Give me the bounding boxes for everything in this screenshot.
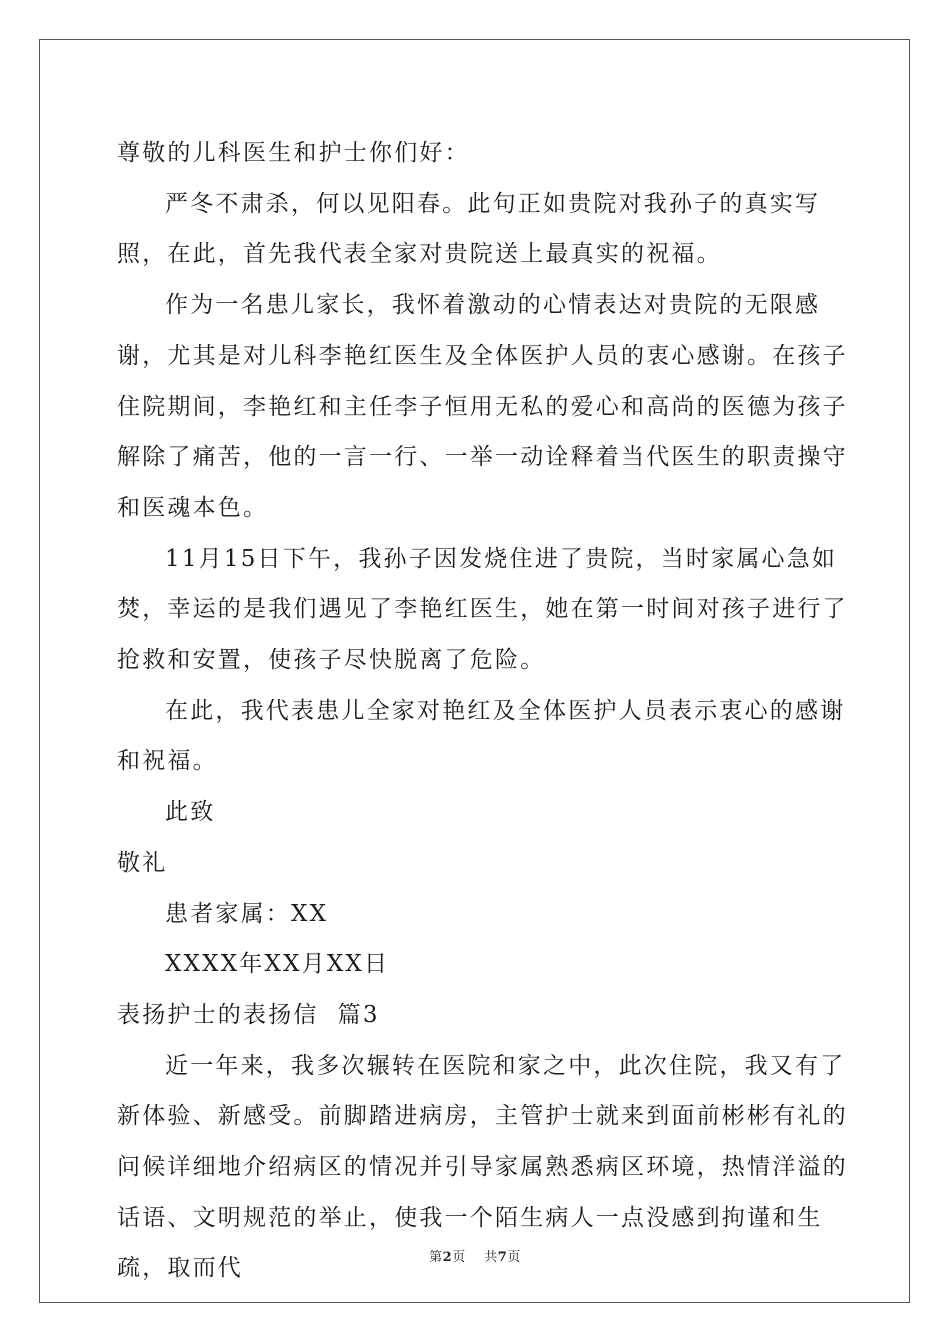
total-prefix: 共 (484, 1250, 498, 1265)
section-paragraph: 近一年来，我多次辗转在医院和家之中，此次住院，我又有了新体验、新感受。前脚踏进病房，主管护士就来到面前彬彬有礼的问候详细地介绍病区的情况并引导家属熟悉病区环境，热情洋溢的话语、文明规范的举止，使我一个陌生病人一点没感到拘谨和生疏，取而代 (117, 1052, 848, 1282)
page-footer (0, 1246, 950, 1265)
closing-line-2: 敬礼 (117, 849, 168, 876)
closing-line-1: 此致 (165, 799, 216, 826)
document-body (117, 128, 852, 1294)
page-prefix: 第 (429, 1250, 443, 1265)
page-suffix: 页 (452, 1250, 466, 1265)
paragraph-4: 在此，我代表患儿全家对艳红及全体医护人员表示衷心的感谢和祝福。 (117, 697, 846, 775)
total-number: 7 (497, 1250, 508, 1265)
signature: 患者家属：XX (165, 900, 329, 927)
paragraph-1: 严冬不肃杀，何以见阳春。此句正如贵院对我孙子的真实写照，在此，首先我代表全家对贵院送上最真实的祝福。 (117, 190, 821, 268)
total-suffix: 页 (507, 1250, 521, 1265)
page-number: 2 (442, 1250, 453, 1265)
paragraph-2: 作为一名患儿家长，我怀着激动的心情表达对贵院的无限感谢，尤其是对儿科李艳红医生及全体医护人员的衷心感谢。在孩子住院期间，李艳红和主任李子恒用无私的爱心和高尚的医德为孩子解除了痛苦，他的一言一行、一举一动诠释着当代医生的职责操守和医魂本色。 (117, 292, 848, 521)
date: XXXX年XX月XX日 (165, 951, 390, 978)
section-title: 表扬护士的表扬信 篇3 (117, 1001, 380, 1028)
greeting: 尊敬的儿科医生和护士你们好： (117, 140, 470, 166)
paragraph-3: 11月15日下午，我孙子因发烧住进了贵院，当时家属心急如焚，幸运的是我们遇见了李艳红医生，她在第一时间对孩子进行了抢救和安置，使孩子尽快脱离了危险。 (117, 545, 848, 674)
